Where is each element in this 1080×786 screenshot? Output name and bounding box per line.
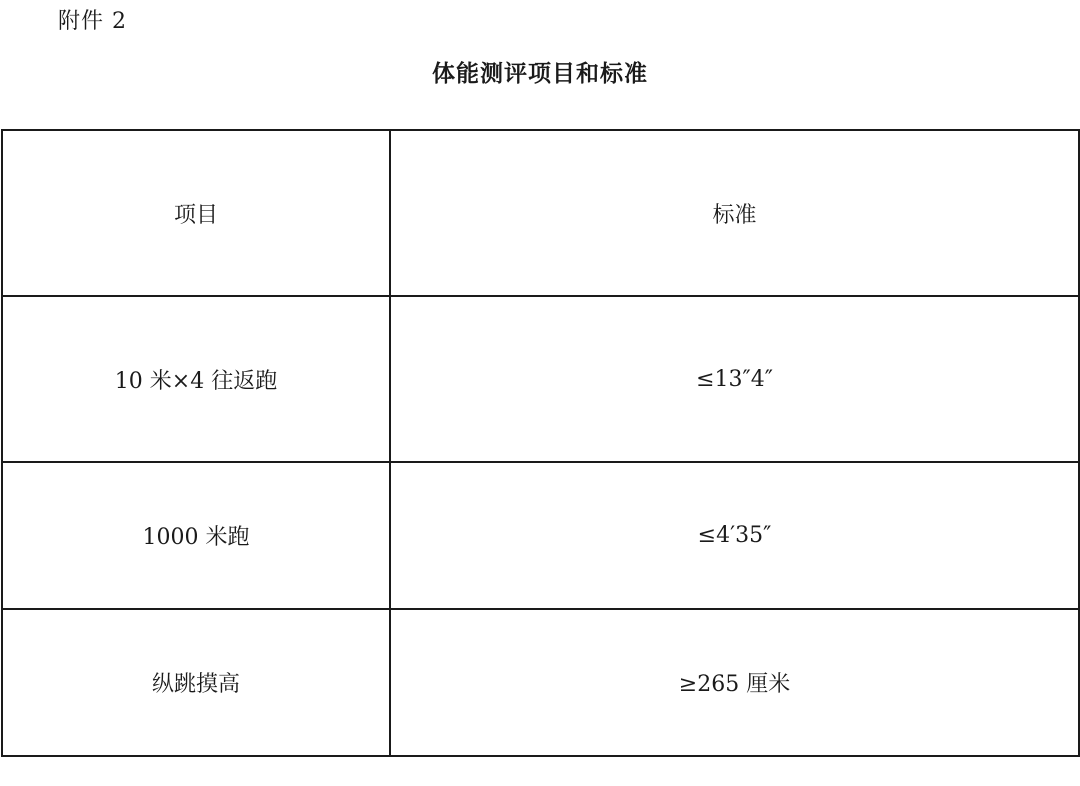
header-standard: 标准: [390, 130, 1079, 296]
table-row: [2, 462, 1079, 609]
item-cell: 1000 米跑: [2, 462, 390, 609]
item-cell: 10 米×4 往返跑: [2, 296, 390, 462]
standard-cell: ≤4′35″: [390, 462, 1079, 609]
standards-table: [1, 129, 1080, 757]
document-title: 体能测评项目和标准: [432, 60, 648, 87]
table-header-row: [2, 130, 1079, 296]
table-row: [2, 609, 1079, 756]
table-row: [2, 296, 1079, 462]
standard-cell: ≤13″4″: [390, 296, 1079, 462]
standard-cell: ≥265 厘米: [390, 609, 1079, 756]
header-item: 项目: [2, 130, 390, 296]
item-cell: 纵跳摸高: [2, 609, 390, 756]
attachment-label: 附件 2: [58, 9, 127, 34]
